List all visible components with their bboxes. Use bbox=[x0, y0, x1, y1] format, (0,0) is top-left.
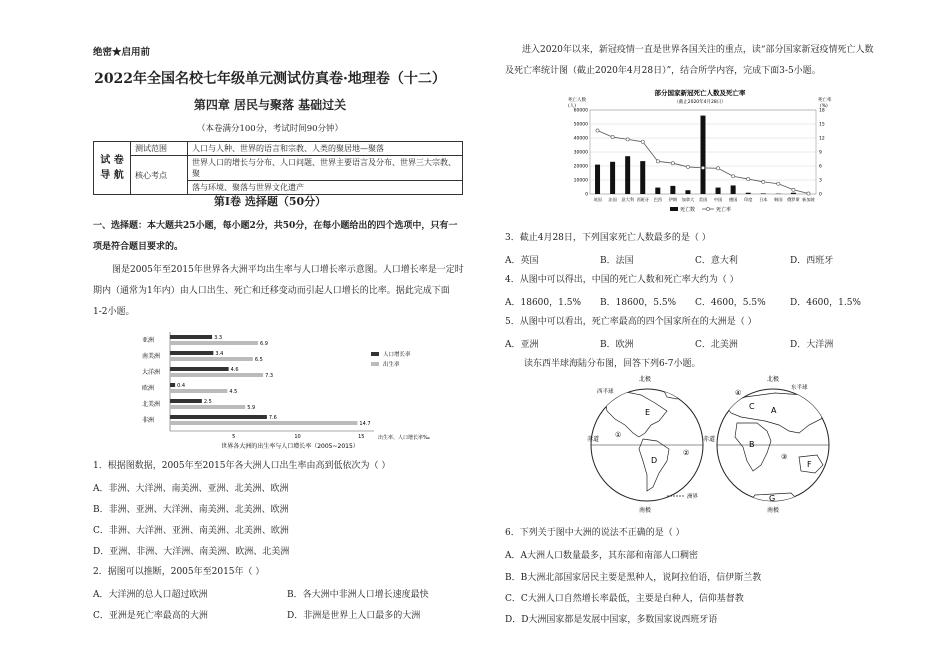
q5-option-d[interactable]: D．大洋洲 bbox=[790, 340, 834, 350]
south-pole-label-east: 南极 bbox=[767, 507, 780, 514]
chart1-growth-value: 3.3 bbox=[214, 335, 223, 341]
chart1-category-label: 北美洲 bbox=[142, 401, 161, 408]
chart2-rate-point bbox=[716, 167, 719, 170]
map-label-d: D bbox=[651, 456, 658, 465]
chart2-yleft-tick: 50000 bbox=[573, 122, 588, 128]
q5-stem: 5．从图中可以看出，死亡率最高的四个国家所在的大洲是（ ） bbox=[505, 317, 757, 327]
chart2-yleft-label: 死亡人数 bbox=[568, 98, 586, 103]
chart2-death-bar bbox=[716, 188, 721, 194]
secret-label: 绝密★启用前 bbox=[93, 47, 151, 58]
chart1-growth-value: 2.5 bbox=[203, 399, 212, 405]
chart2-category-label: 俄罗斯 bbox=[787, 197, 800, 202]
boundary-legend-text: 洲界 bbox=[687, 494, 699, 500]
chart2-category-label: 美国 bbox=[698, 197, 708, 202]
chart2-death-bar bbox=[685, 190, 690, 194]
map-label-3: ③ bbox=[781, 453, 788, 461]
q5-option-b[interactable]: B．欧洲 bbox=[600, 340, 634, 350]
info-key: 核心考点 bbox=[131, 156, 188, 195]
chart1-birth-value: 5.9 bbox=[247, 405, 256, 411]
chart2-death-bar bbox=[640, 161, 645, 194]
chart2-category-label: 伊朗 bbox=[668, 197, 678, 202]
chart2-death-bar bbox=[610, 162, 615, 194]
chart1-x-tick: 5 bbox=[232, 434, 236, 440]
legend-birth-swatch bbox=[371, 362, 379, 366]
info-value: 落与环境、聚落与世界文化遗产 bbox=[188, 181, 463, 195]
chart2-rate-point bbox=[701, 166, 704, 169]
exam-note: （本卷满分100分，考试时间90分钟） bbox=[196, 124, 344, 134]
chart1-birth-value: 6.5 bbox=[254, 357, 263, 363]
q2-option-b[interactable]: B．各大洲中非洲人口增长速度最快 bbox=[287, 590, 429, 600]
q6-stem: 6．下列关于图中大洲的说法不正确的是（ ） bbox=[505, 528, 685, 538]
chart1-birth-value: 14.7 bbox=[359, 421, 371, 427]
legend-rate-label: 死亡率 bbox=[716, 207, 732, 213]
map-label-b: B bbox=[749, 440, 755, 449]
chart1-category-label: 欧洲 bbox=[142, 385, 155, 392]
q2-stem: 2．据图可以推断，2005年至2015年（ ） bbox=[93, 567, 265, 577]
chart1-category-label: 大洋洲 bbox=[142, 369, 161, 376]
q2-option-a[interactable]: A．大洋洲的总人口超过欧洲 bbox=[93, 590, 208, 600]
chart2-rate-point bbox=[747, 177, 750, 180]
q3-option-a[interactable]: A．英国 bbox=[505, 256, 539, 266]
hemisphere-map bbox=[585, 375, 835, 515]
q6-option-a[interactable]: A．A大洲人口数量最多，其东部和南部人口稠密 bbox=[505, 551, 699, 561]
chart1-growth-value: 7.6 bbox=[268, 415, 277, 421]
legend-deaths-label: 死亡数 bbox=[680, 207, 696, 213]
chart2-category-label: 加拿大 bbox=[681, 197, 695, 202]
map-label-a: A bbox=[771, 406, 777, 415]
chart2-rate-point bbox=[596, 129, 599, 132]
legend-growth-label: 人口增长率 bbox=[383, 352, 411, 358]
chart1-birth-bar bbox=[170, 357, 253, 361]
chart2-yleft-tick: 30000 bbox=[573, 150, 588, 156]
chart2-rate-point bbox=[792, 188, 795, 191]
q1-option-a[interactable]: A．非洲、大洋洲、南美洲、亚洲、北美洲、欧洲 bbox=[93, 484, 289, 494]
chart2-subtitle: （截止2020年4月28日） bbox=[674, 100, 726, 105]
chart2-death-bar bbox=[761, 193, 766, 194]
chart1-growth-value: 4.6 bbox=[230, 367, 239, 373]
map-label-e: E bbox=[645, 408, 651, 417]
chart2-yright-tick: 18 bbox=[819, 108, 825, 114]
map-label-4: ④ bbox=[735, 389, 742, 397]
q5-option-c[interactable]: C．北美洲 bbox=[695, 340, 738, 350]
chart2-category-label: 巴西 bbox=[653, 197, 662, 202]
chart1-birth-bar bbox=[170, 373, 263, 377]
equator-label-east: 赤道 bbox=[703, 436, 716, 443]
chart2-category-label: 新加坡 bbox=[802, 197, 815, 202]
chart2-yright-tick: 12 bbox=[819, 136, 825, 142]
legend-rate-marker bbox=[706, 207, 709, 210]
chart1-x-tick: 15 bbox=[358, 434, 365, 440]
chart2-yright-tick: 3 bbox=[819, 178, 822, 184]
q4-stem: 4．从图中可以得出，中国的死亡人数和死亡率大约为（ ） bbox=[505, 275, 739, 285]
chart2-yleft-tick: 10000 bbox=[573, 178, 588, 184]
chart2-yleft-tick: 0 bbox=[585, 192, 588, 198]
chart2-yright-label: 死亡率 bbox=[818, 98, 832, 103]
map-label-g: G bbox=[769, 494, 776, 503]
birth-growth-chart bbox=[140, 327, 440, 449]
q3-option-d[interactable]: D．西班牙 bbox=[790, 256, 834, 266]
chart1-category-label: 南美洲 bbox=[142, 353, 161, 360]
chart1-birth-value: 6.9 bbox=[259, 341, 268, 347]
equator-label-west: 赤道 bbox=[587, 436, 600, 443]
covid-death-chart bbox=[560, 86, 840, 216]
chart2-category-label: 英国 bbox=[593, 197, 602, 202]
chart1-title: 世界各大洲的出生率与人口增长率（2005~2015） bbox=[221, 443, 359, 449]
q5-option-a[interactable]: A．亚洲 bbox=[505, 340, 539, 350]
q4-option-a[interactable]: A．18600，1.5% bbox=[505, 298, 581, 308]
chart1-birth-bar bbox=[170, 341, 258, 345]
chart2-rate-point bbox=[641, 140, 644, 143]
chart2-category-label: 德国 bbox=[728, 197, 738, 202]
chart2-yleft-unit: (人) bbox=[568, 104, 577, 109]
north-pole-label-west: 北极 bbox=[639, 376, 652, 383]
chart1-category-label: 亚洲 bbox=[142, 337, 155, 344]
chart2-death-bar bbox=[670, 186, 675, 194]
chart2-category-label: 韩国 bbox=[774, 197, 783, 202]
chart2-rate-point bbox=[686, 165, 689, 168]
info-label: 试 卷 导 航 bbox=[94, 142, 131, 195]
chart2-rate-point bbox=[671, 162, 674, 165]
chart2-category-label: 中国 bbox=[713, 197, 723, 202]
passage-line: 图是2005年至2015年世界各大洲平均出生率与人口增长率示意图。人口增长率是一定时 bbox=[112, 265, 464, 275]
q3-stem: 3．截止4月28日，下列国家死亡人数最多的是（ ） bbox=[505, 233, 711, 243]
q4-option-c[interactable]: C．4600，5.5% bbox=[695, 298, 766, 308]
q3-option-c[interactable]: C．意大利 bbox=[695, 256, 738, 266]
chapter-title: 第四章 居民与聚落 基础过关 bbox=[193, 98, 347, 112]
chart2-death-bar bbox=[595, 165, 600, 194]
chart2-yright-tick: 6 bbox=[819, 164, 822, 170]
info-key: 测试范围 bbox=[131, 142, 188, 156]
chart1-birth-value: 7.3 bbox=[265, 373, 274, 379]
map-label-2: ② bbox=[683, 449, 690, 457]
chart2-death-bar bbox=[701, 116, 706, 194]
chart1-category-label: 非洲 bbox=[142, 417, 155, 424]
chart1-growth-bar bbox=[170, 383, 175, 387]
instruction-line: 项是符合题目要求的。 bbox=[93, 242, 184, 252]
passage-line: 及死亡率统计图（截止2020年4月28日）”，结合所学内容，完成下面3-5小题。 bbox=[505, 66, 821, 76]
chart1-birth-bar bbox=[170, 405, 245, 409]
q6-option-d[interactable]: D．D大洲国家都是发展中国家，多数国家说西班牙语 bbox=[505, 615, 718, 625]
chart1-growth-bar bbox=[170, 335, 212, 339]
chart1-x-tick: 10 bbox=[294, 434, 301, 440]
chart2-yright-tick: 0 bbox=[819, 192, 822, 198]
chart2-yright-tick: 15 bbox=[819, 122, 825, 128]
eastern-hemisphere-label: 东半球 bbox=[791, 385, 808, 391]
chart2-death-bar bbox=[731, 185, 736, 194]
chart2-yright-tick: 9 bbox=[819, 150, 822, 156]
paper-title: 2022年全国名校七年级单元测试仿真卷·地理卷（十二） bbox=[94, 71, 446, 87]
info-value: 人口与人种、世界的语言和宗教、人类的聚居地—聚落 bbox=[188, 142, 463, 156]
chart2-yleft-tick: 20000 bbox=[573, 164, 588, 170]
chart2-category-label: 法国 bbox=[608, 197, 617, 202]
chart2-category-label: 意大利 bbox=[621, 197, 634, 202]
chart2-rate-point bbox=[732, 175, 735, 178]
legend-birth-label: 出生率 bbox=[383, 362, 400, 368]
chart2-yright-unit: (%) bbox=[820, 104, 828, 109]
q1-option-b[interactable]: B．非洲、亚洲、大洋洲、南美洲、北美洲、欧洲 bbox=[93, 505, 289, 515]
q1-stem: 1．根据图数据，2005年至2015年各大洲人口出生率由高到低依次为（ ） bbox=[93, 461, 391, 471]
legend-growth-swatch bbox=[371, 352, 379, 356]
chart2-rate-point bbox=[777, 182, 780, 185]
q2-option-c[interactable]: C．亚洲是死亡率最高的大洲 bbox=[93, 611, 208, 621]
q3-option-b[interactable]: B．法国 bbox=[600, 256, 634, 266]
map-label-f: F bbox=[807, 460, 812, 469]
north-pole-label-east: 北极 bbox=[767, 376, 780, 383]
chart2-yleft-tick: 60000 bbox=[573, 108, 588, 114]
section-title: 第Ⅰ卷 选择题（50分） bbox=[213, 195, 327, 208]
western-hemisphere-label: 西半球 bbox=[597, 389, 614, 395]
chart2-yleft-tick: 40000 bbox=[573, 136, 588, 142]
q4-option-d[interactable]: D．4600，1.5% bbox=[790, 298, 861, 308]
chart2-category-label: 日本 bbox=[759, 197, 768, 202]
chart2-death-bar bbox=[625, 156, 630, 194]
chart1-growth-bar bbox=[170, 415, 267, 419]
chart2-death-bar bbox=[791, 193, 796, 194]
passage-line: 进入2020年以来，新冠疫情一直是世界各国关注的重点，读“部分国家新冠疫情死亡人数 bbox=[522, 45, 874, 55]
chart1-growth-value: 3.4 bbox=[215, 351, 224, 357]
legend-deaths-swatch bbox=[670, 207, 678, 211]
q4-option-b[interactable]: B．18600，5.5% bbox=[600, 298, 677, 308]
chart2-category-label: 西班牙 bbox=[636, 197, 650, 202]
chart1-birth-value: 4.5 bbox=[229, 389, 238, 395]
chart1-birth-bar bbox=[170, 389, 227, 393]
chart2-rate-point bbox=[656, 160, 659, 163]
south-pole-label-west: 南极 bbox=[639, 507, 652, 514]
chart1-growth-bar bbox=[170, 351, 213, 355]
instruction-line: 一、选择题：本大题共25小题，每小题2分，共50分，在每小题给出的四个选项中，只有一 bbox=[93, 221, 458, 231]
map-label-1: ① bbox=[615, 431, 622, 439]
q6-option-b[interactable]: B．B大洲北部国家居民主要是黑种人，说阿拉伯语，信伊斯兰教 bbox=[505, 573, 762, 583]
q1-option-c[interactable]: C．非洲、大洋洲、亚洲、南美洲、北美洲、欧洲 bbox=[93, 526, 289, 536]
chart2-rate-point bbox=[611, 135, 614, 138]
passage-line: 1-2小题。 bbox=[93, 307, 135, 317]
chart2-rate-point bbox=[626, 138, 629, 141]
map-label-c: C bbox=[749, 402, 755, 411]
chart2-death-bar bbox=[746, 193, 751, 194]
chart2-rate-point bbox=[807, 192, 810, 195]
chart2-rate-point bbox=[762, 180, 765, 183]
q1-option-d[interactable]: D．亚洲、非洲、大洋洲、南美洲、欧洲、北美洲 bbox=[93, 547, 290, 557]
q6-option-c[interactable]: C．C大洲人口自然增长率最低，主要是白种人，信仰基督教 bbox=[505, 594, 744, 604]
chart1-growth-value: 0.4 bbox=[177, 383, 186, 389]
chart1-xlabel: 出生率、人口增长率‰ bbox=[378, 435, 430, 441]
passage-line: 期内（通常为1年内）由人口出生、死亡和迁移变动而引起人口增长的比率。据此完成下面 bbox=[93, 286, 450, 296]
chart2-category-label: 印度 bbox=[744, 197, 753, 202]
chart1-birth-bar bbox=[170, 421, 357, 425]
passage-line: 读东西半球海陆分布图，回答下列6-7小题。 bbox=[524, 359, 701, 369]
info-value: 世界人口的增长与分布、人口问题、世界主要语言及分布、世界三大宗教、聚 bbox=[188, 156, 463, 181]
chart1-growth-bar bbox=[170, 367, 229, 371]
info-table bbox=[93, 141, 463, 195]
q2-option-d[interactable]: D．非洲是世界上人口最多的大洲 bbox=[287, 611, 421, 621]
chart2-death-bar bbox=[655, 188, 660, 194]
chart2-title: 部分国家新冠死亡人数及死亡率 bbox=[654, 89, 746, 97]
chart1-growth-bar bbox=[170, 399, 202, 403]
